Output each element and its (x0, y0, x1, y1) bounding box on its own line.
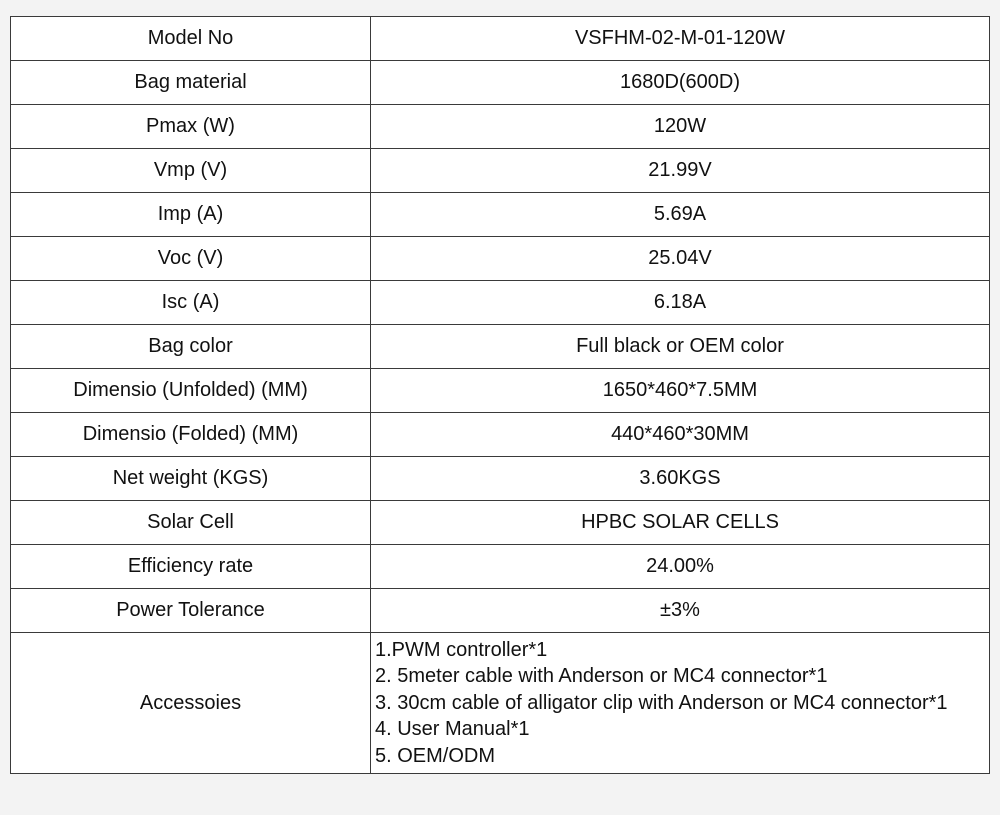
row-value-bag-material: 1680D(600D) (371, 61, 990, 105)
row-value-dimension-folded: 440*460*30MM (371, 413, 990, 457)
row-label-dimension-folded: Dimensio (Folded) (MM) (11, 413, 371, 457)
row-label-bag-color: Bag color (11, 325, 371, 369)
row-label-vmp: Vmp (V) (11, 149, 371, 193)
table-row (11, 61, 990, 105)
row-label-accessories: Accessoies (11, 633, 371, 774)
row-value-voc: 25.04V (371, 237, 990, 281)
row-value-dimension-unfolded: 1650*460*7.5MM (371, 369, 990, 413)
table-row (11, 193, 990, 237)
row-value-vmp: 21.99V (371, 149, 990, 193)
row-label-bag-material: Bag material (11, 61, 371, 105)
row-label-power-tolerance: Power Tolerance (11, 589, 371, 633)
table-row (11, 17, 990, 61)
table-row (11, 149, 990, 193)
row-value-imp: 5.69A (371, 193, 990, 237)
table-row (11, 325, 990, 369)
table-row (11, 457, 990, 501)
row-label-efficiency-rate: Efficiency rate (11, 545, 371, 589)
accessory-item: 2. 5meter cable with Anderson or MC4 connector*1 (375, 665, 828, 688)
table-row (11, 105, 990, 149)
row-value-efficiency-rate: 24.00% (371, 545, 990, 589)
accessory-item: 4. User Manual*1 (375, 718, 530, 741)
row-label-net-weight: Net weight (KGS) (11, 457, 371, 501)
table-row (11, 501, 990, 545)
spec-table (10, 16, 990, 774)
row-value-bag-color: Full black or OEM color (371, 325, 990, 369)
accessory-item: 5. OEM/ODM (375, 744, 496, 767)
accessory-item: 3. 30cm cable of alligator clip with Anderson or MC4 connector*1 (375, 691, 948, 714)
row-label-isc: Isc (A) (11, 281, 371, 325)
row-value-net-weight: 3.60KGS (371, 457, 990, 501)
table-row (11, 369, 990, 413)
table-row (11, 281, 990, 325)
row-label-imp: Imp (A) (11, 193, 371, 237)
row-value-model-no: VSFHM-02-M-01-120W (371, 17, 990, 61)
row-label-pmax: Pmax (W) (11, 105, 371, 149)
table-row (11, 545, 990, 589)
table-row (11, 589, 990, 633)
row-value-isc: 6.18A (371, 281, 990, 325)
table-row-accessories (11, 633, 990, 774)
row-label-solar-cell: Solar Cell (11, 501, 371, 545)
row-value-pmax: 120W (371, 105, 990, 149)
accessories-list (371, 633, 990, 774)
row-label-model-no: Model No (11, 17, 371, 61)
row-label-voc: Voc (V) (11, 237, 371, 281)
row-value-solar-cell: HPBC SOLAR CELLS (371, 501, 990, 545)
table-row (11, 237, 990, 281)
table-row (11, 413, 990, 457)
row-label-dimension-unfolded: Dimensio (Unfolded) (MM) (11, 369, 371, 413)
accessory-item: 1.PWM controller*1 (375, 638, 548, 661)
row-value-power-tolerance: ±3% (371, 589, 990, 633)
